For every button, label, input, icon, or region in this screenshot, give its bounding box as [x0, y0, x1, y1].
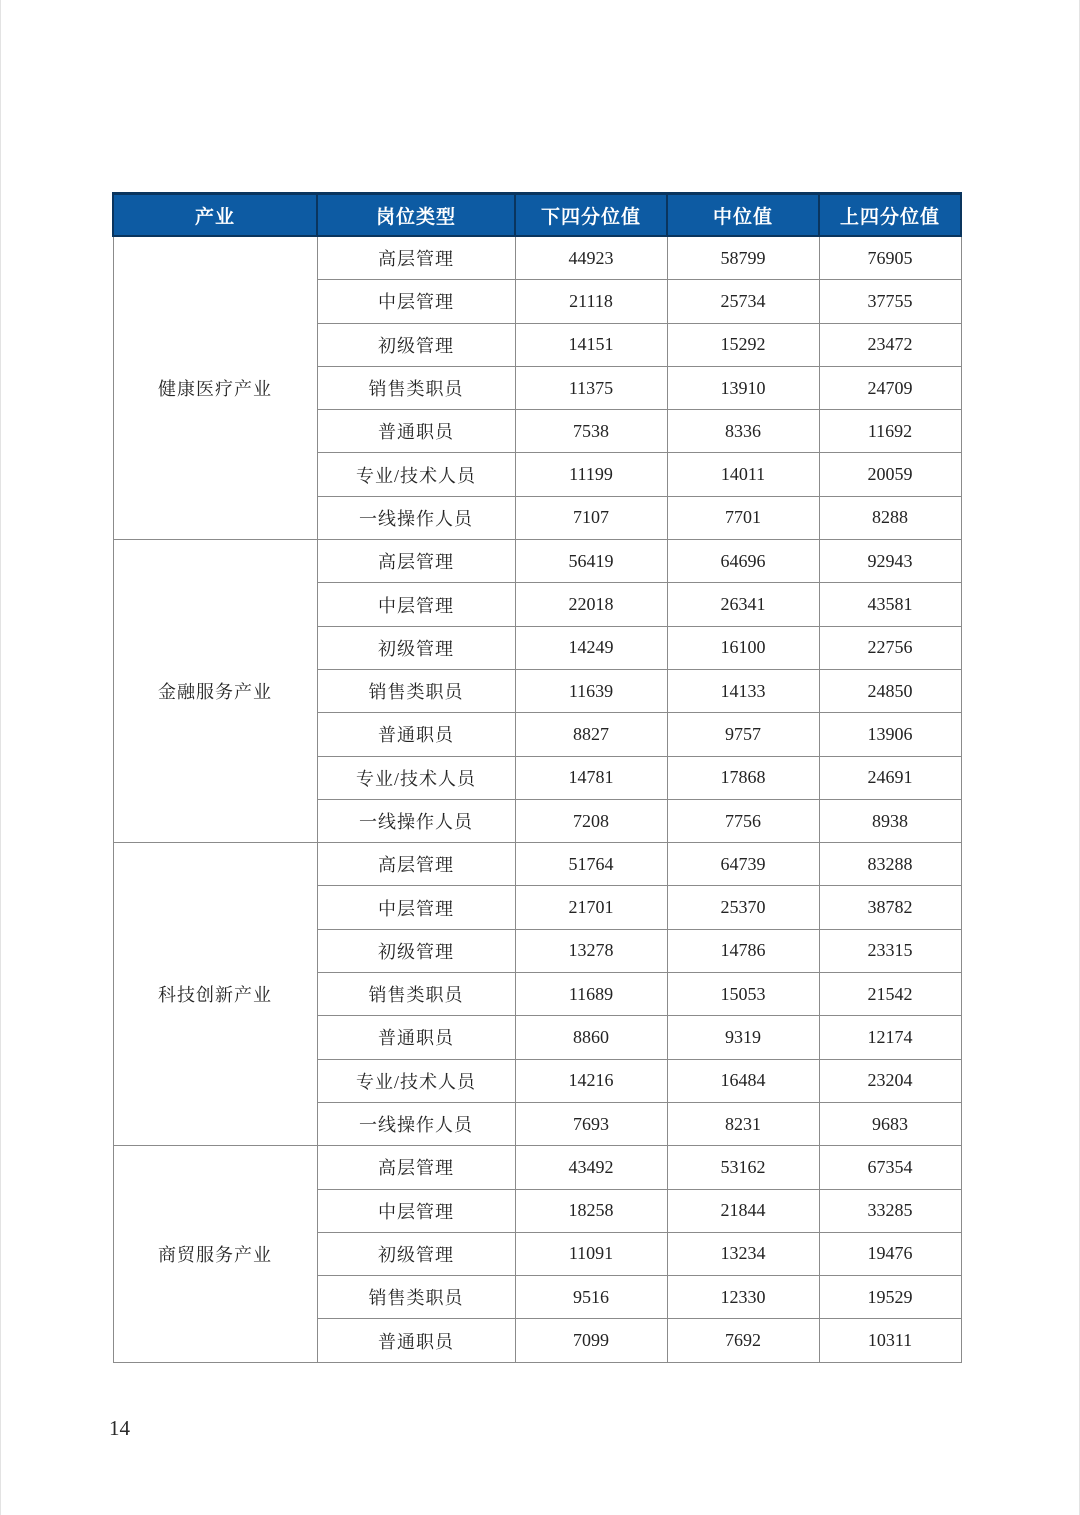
- value-cell: 33285: [819, 1189, 961, 1232]
- position-cell: 高层管理: [317, 843, 515, 886]
- value-cell: 13278: [515, 929, 667, 972]
- position-cell: 中层管理: [317, 1189, 515, 1232]
- table-row: [113, 843, 961, 886]
- salary-table: [112, 192, 962, 1363]
- position-cell: 专业/技术人员: [317, 756, 515, 799]
- position-cell: 专业/技术人员: [317, 453, 515, 496]
- position-cell: 销售类职员: [317, 973, 515, 1016]
- position-cell: 销售类职员: [317, 1276, 515, 1319]
- value-cell: 26341: [667, 583, 819, 626]
- value-cell: 17868: [667, 756, 819, 799]
- value-cell: 24709: [819, 366, 961, 409]
- value-cell: 14786: [667, 929, 819, 972]
- position-cell: 普通职员: [317, 1016, 515, 1059]
- value-cell: 38782: [819, 886, 961, 929]
- value-cell: 8827: [515, 713, 667, 756]
- value-cell: 76905: [819, 236, 961, 280]
- value-cell: 11692: [819, 410, 961, 453]
- position-cell: 高层管理: [317, 236, 515, 280]
- value-cell: 23315: [819, 929, 961, 972]
- value-cell: 19529: [819, 1276, 961, 1319]
- value-cell: 7107: [515, 496, 667, 539]
- table-header-row: [113, 194, 961, 237]
- table-body: [113, 236, 961, 1362]
- value-cell: 14781: [515, 756, 667, 799]
- value-cell: 8231: [667, 1102, 819, 1145]
- position-cell: 中层管理: [317, 583, 515, 626]
- value-cell: 8288: [819, 496, 961, 539]
- value-cell: 11199: [515, 453, 667, 496]
- value-cell: 64739: [667, 843, 819, 886]
- position-cell: 销售类职员: [317, 669, 515, 712]
- position-cell: 一线操作人员: [317, 799, 515, 842]
- header-median: 中位值: [667, 194, 819, 237]
- value-cell: 7693: [515, 1102, 667, 1145]
- value-cell: 15053: [667, 973, 819, 1016]
- value-cell: 58799: [667, 236, 819, 280]
- value-cell: 10311: [819, 1319, 961, 1362]
- value-cell: 13234: [667, 1232, 819, 1275]
- value-cell: 11639: [515, 669, 667, 712]
- value-cell: 9319: [667, 1016, 819, 1059]
- table-row: [113, 540, 961, 583]
- value-cell: 14249: [515, 626, 667, 669]
- value-cell: 18258: [515, 1189, 667, 1232]
- value-cell: 23204: [819, 1059, 961, 1102]
- value-cell: 22018: [515, 583, 667, 626]
- value-cell: 83288: [819, 843, 961, 886]
- value-cell: 37755: [819, 280, 961, 323]
- industry-cell: 金融服务产业: [113, 540, 317, 843]
- value-cell: 14011: [667, 453, 819, 496]
- value-cell: 7099: [515, 1319, 667, 1362]
- value-cell: 53162: [667, 1146, 819, 1189]
- position-cell: 中层管理: [317, 886, 515, 929]
- industry-cell: 科技创新产业: [113, 843, 317, 1146]
- value-cell: 9516: [515, 1276, 667, 1319]
- value-cell: 11375: [515, 366, 667, 409]
- value-cell: 14216: [515, 1059, 667, 1102]
- value-cell: 12330: [667, 1276, 819, 1319]
- position-cell: 一线操作人员: [317, 496, 515, 539]
- value-cell: 11091: [515, 1232, 667, 1275]
- header-industry: 产业: [113, 194, 317, 237]
- value-cell: 21701: [515, 886, 667, 929]
- value-cell: 9683: [819, 1102, 961, 1145]
- position-cell: 中层管理: [317, 280, 515, 323]
- value-cell: 12174: [819, 1016, 961, 1059]
- value-cell: 14151: [515, 323, 667, 366]
- value-cell: 9757: [667, 713, 819, 756]
- table-row: [113, 1146, 961, 1189]
- position-cell: 普通职员: [317, 1319, 515, 1362]
- value-cell: 21118: [515, 280, 667, 323]
- table-row: [113, 236, 961, 280]
- value-cell: 8860: [515, 1016, 667, 1059]
- value-cell: 22756: [819, 626, 961, 669]
- value-cell: 19476: [819, 1232, 961, 1275]
- value-cell: 43581: [819, 583, 961, 626]
- value-cell: 15292: [667, 323, 819, 366]
- value-cell: 51764: [515, 843, 667, 886]
- value-cell: 16484: [667, 1059, 819, 1102]
- value-cell: 64696: [667, 540, 819, 583]
- value-cell: 25734: [667, 280, 819, 323]
- value-cell: 24850: [819, 669, 961, 712]
- value-cell: 23472: [819, 323, 961, 366]
- industry-cell: 健康医疗产业: [113, 236, 317, 540]
- value-cell: 8938: [819, 799, 961, 842]
- value-cell: 92943: [819, 540, 961, 583]
- value-cell: 13906: [819, 713, 961, 756]
- value-cell: 7208: [515, 799, 667, 842]
- value-cell: 7756: [667, 799, 819, 842]
- position-cell: 普通职员: [317, 410, 515, 453]
- value-cell: 11689: [515, 973, 667, 1016]
- header-upper-quartile: 上四分位值: [819, 194, 961, 237]
- position-cell: 销售类职员: [317, 366, 515, 409]
- value-cell: 21542: [819, 973, 961, 1016]
- position-cell: 初级管理: [317, 626, 515, 669]
- header-position-type: 岗位类型: [317, 194, 515, 237]
- position-cell: 高层管理: [317, 1146, 515, 1189]
- value-cell: 43492: [515, 1146, 667, 1189]
- position-cell: 初级管理: [317, 323, 515, 366]
- position-cell: 初级管理: [317, 929, 515, 972]
- value-cell: 21844: [667, 1189, 819, 1232]
- position-cell: 专业/技术人员: [317, 1059, 515, 1102]
- value-cell: 25370: [667, 886, 819, 929]
- value-cell: 7538: [515, 410, 667, 453]
- value-cell: 7692: [667, 1319, 819, 1362]
- position-cell: 普通职员: [317, 713, 515, 756]
- value-cell: 20059: [819, 453, 961, 496]
- position-cell: 一线操作人员: [317, 1102, 515, 1145]
- page-number: 14: [109, 1416, 130, 1440]
- value-cell: 7701: [667, 496, 819, 539]
- value-cell: 44923: [515, 236, 667, 280]
- value-cell: 8336: [667, 410, 819, 453]
- value-cell: 24691: [819, 756, 961, 799]
- position-cell: 高层管理: [317, 540, 515, 583]
- value-cell: 67354: [819, 1146, 961, 1189]
- value-cell: 14133: [667, 669, 819, 712]
- header-lower-quartile: 下四分位值: [515, 194, 667, 237]
- value-cell: 56419: [515, 540, 667, 583]
- value-cell: 13910: [667, 366, 819, 409]
- position-cell: 初级管理: [317, 1232, 515, 1275]
- value-cell: 16100: [667, 626, 819, 669]
- industry-cell: 商贸服务产业: [113, 1146, 317, 1362]
